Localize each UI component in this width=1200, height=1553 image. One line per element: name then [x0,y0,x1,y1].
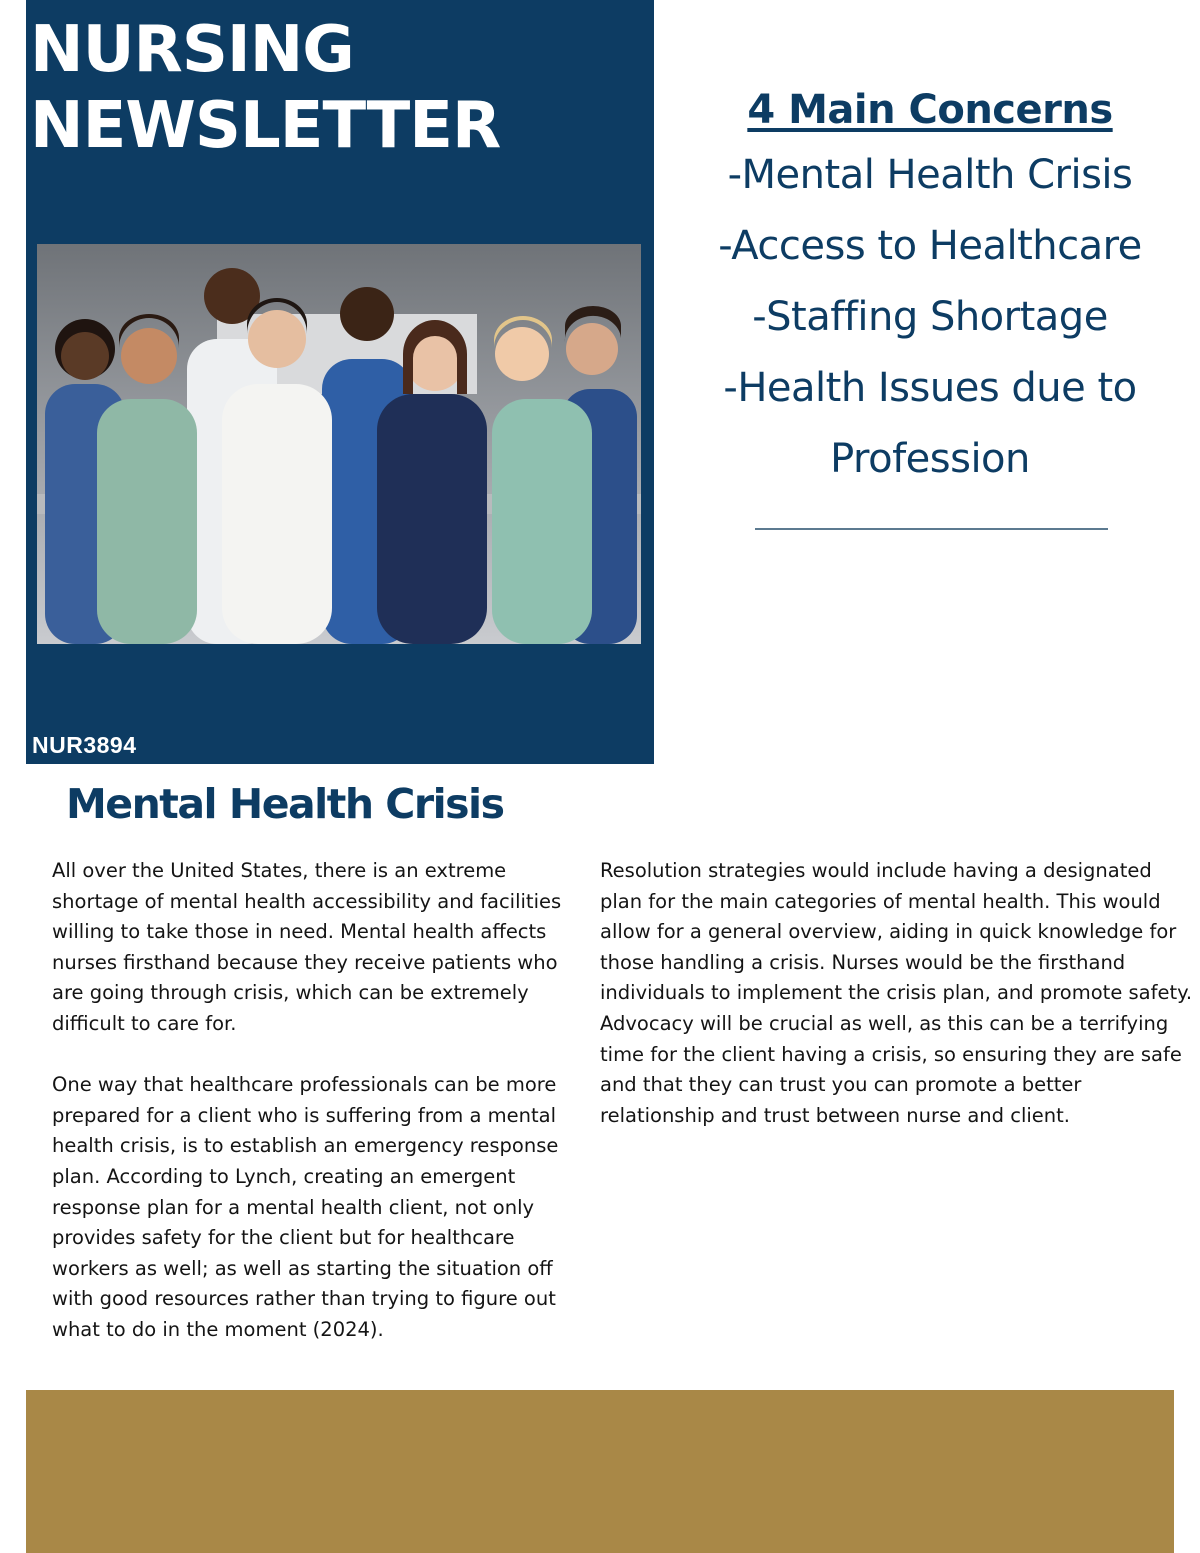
article-paragraph: Resolution strategies would include having a designated plan for the main categories of mental health. This would allow for a general overview, aiding in quick knowledge for those handling a crisis. Nurses would be the firsthand individuals to implement the crisis plan, and promote safety. Advocacy will be crucial as well, as this can be a terrifying time for the client having a crisis, so ensuring they are safe and that they can trust you can promote a better relationship and trust between nurse and client. [600,859,1193,1127]
concerns-list [690,140,1170,495]
article-paragraph: All over the United States, there is an extreme shortage of mental health accessibility and facilities willing to take those in need. Mental health affects nurses firsthand because they receive patients who are going through crisis, which can be extremely difficult to care for. [52,859,562,1035]
main-concerns-box [690,80,1170,495]
article-paragraph: One way that healthcare professionals can be more prepared for a client who is suffering from a mental health crisis, is to establish an emergency response plan. According to Lynch, creating an emergent response plan for a mental health client, not only provides safety for the client but for healthcare workers as well; as well as starting the situation off with good resources rather than trying to figure out what to do in the moment (2024). [52,1073,559,1341]
nurses-group-photo [37,244,641,644]
concern-item: -Staffing Shortage [752,294,1108,340]
concerns-heading: 4 Main Concerns [747,87,1113,133]
footer-band [26,1390,1174,1553]
group-of-nurses-photo-icon [37,244,641,644]
concerns-divider [755,528,1108,530]
concern-item: -Health Issues due to [723,365,1137,411]
course-code: NUR3894 [32,732,137,758]
concern-item: -Mental Health Crisis [727,152,1133,198]
newsletter-title [30,12,500,164]
article-right-column [600,856,1196,1131]
title-line-2: NEWSLETTER [30,89,501,163]
article-left-column [52,856,582,1346]
concern-item: Profession [830,436,1030,482]
article-title: Mental Health Crisis [66,780,504,828]
title-line-1: NURSING [30,13,354,87]
concern-item: -Access to Healthcare [718,223,1142,269]
